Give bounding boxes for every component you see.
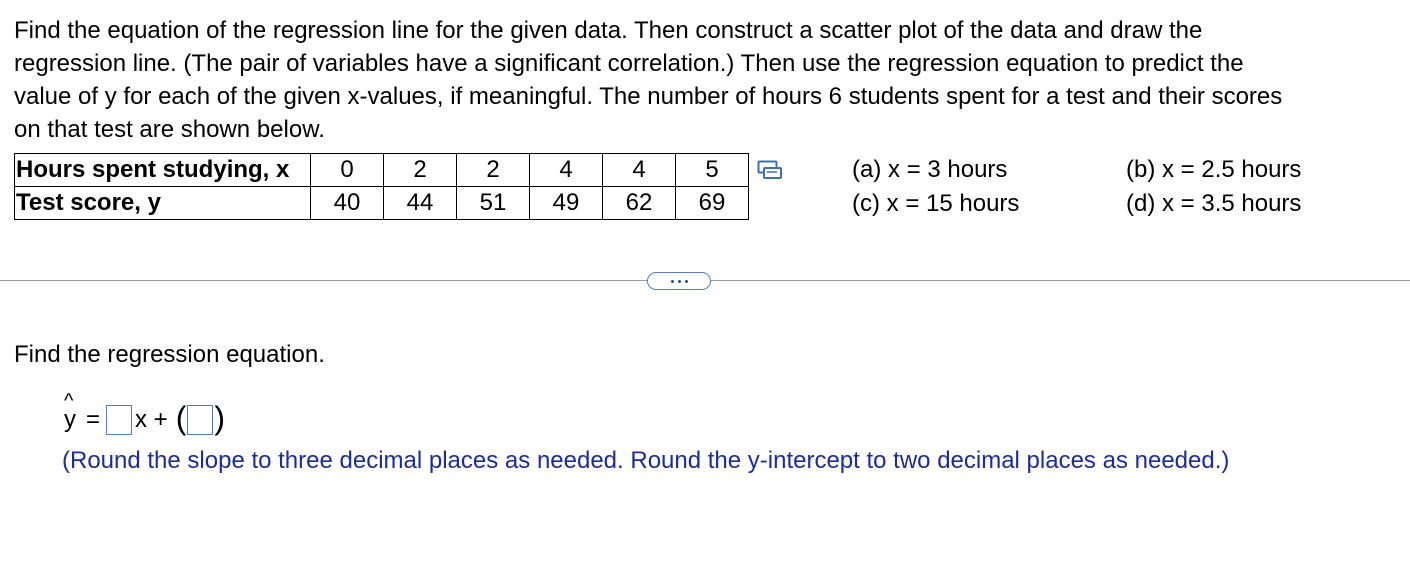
table-row-x [15, 154, 749, 187]
part-c: (c) x = 15 hours [852, 190, 1020, 217]
y-value: 49 [530, 187, 603, 220]
y-hat-symbol [62, 390, 78, 434]
x-value: 2 [384, 154, 457, 187]
equals-sign: = [86, 406, 101, 433]
x-value: 2 [457, 154, 530, 187]
data-table [14, 153, 749, 220]
part-d: (d) x = 3.5 hours [1126, 190, 1302, 217]
y-value: 62 [603, 187, 676, 220]
intercept-input[interactable] [187, 405, 213, 435]
problem-line: Find the equation of the regression line for the given data. Then construct a scatter plot of the data and draw the [14, 17, 1203, 44]
hat-symbol: ^ [64, 390, 74, 412]
question-prompt: Find the regression equation. [14, 341, 325, 368]
y-symbol: y [64, 406, 76, 433]
x-value: 5 [676, 154, 749, 187]
x-plus-term: x + [135, 406, 168, 433]
part-a: (a) x = 3 hours [852, 156, 1008, 183]
x-value: 4 [530, 154, 603, 187]
problem-statement [14, 14, 1399, 146]
more-options-button[interactable] [647, 272, 711, 290]
slope-input[interactable] [106, 405, 132, 435]
rounding-hint: (Round the slope to three decimal places as needed. Round the y-intercept to two decimal places as needed.) [62, 447, 1230, 474]
y-label: Test score, y [15, 187, 311, 220]
regression-equation [62, 390, 226, 438]
x-value: 4 [603, 154, 676, 187]
y-value: 44 [384, 187, 457, 220]
copy-icon[interactable] [757, 160, 783, 182]
part-b: (b) x = 2.5 hours [1126, 156, 1302, 183]
y-value: 51 [457, 187, 530, 220]
more-options-icon [678, 280, 681, 283]
x-label: Hours spent studying, x [15, 154, 311, 187]
close-paren: ) [214, 400, 226, 436]
x-value: 0 [311, 154, 384, 187]
y-value: 40 [311, 187, 384, 220]
open-paren: ( [175, 400, 187, 436]
y-value: 69 [676, 187, 749, 220]
table-row-y [15, 187, 749, 220]
problem-line: value of y for each of the given x-values, if meaningful. The number of hours 6 students spent for a test and their scores [14, 83, 1283, 110]
more-options-icon [685, 280, 688, 283]
problem-line: on that test are shown below. [14, 116, 325, 143]
more-options-icon [671, 280, 674, 283]
problem-line: regression line. (The pair of variables have a significant correlation.) Then use the regression equation to predict the [14, 50, 1244, 77]
